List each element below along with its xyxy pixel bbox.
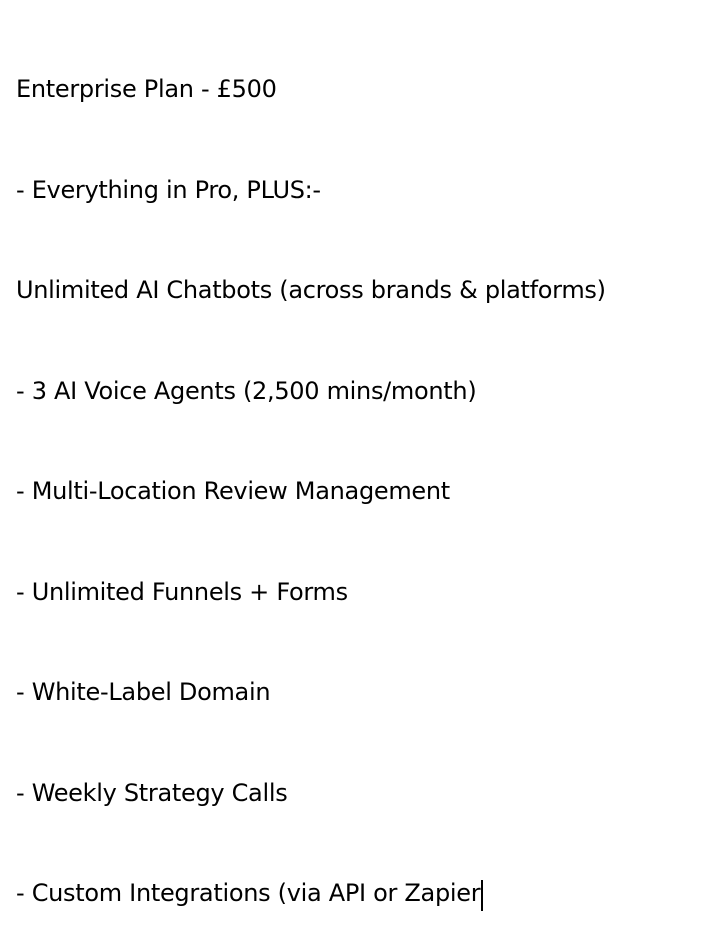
text-line[interactable]: - White-Label Domain	[16, 678, 271, 706]
text-line[interactable]: Enterprise Plan - £500	[16, 75, 277, 103]
text-line[interactable]: Unlimited AI Chatbots (across brands & platforms)	[16, 276, 606, 304]
text-line[interactable]: - Everything in Pro, PLUS:-	[16, 175, 321, 204]
text-line[interactable]: - 3 AI Voice Agents (2,500 mins/month)	[16, 376, 477, 405]
text-line[interactable]	[16, 877, 710, 911]
text-line-content: - Custom Integrations (via API or Zapier	[16, 879, 481, 907]
text-line[interactable]: - Multi-Location Review Management	[16, 477, 450, 505]
text-line[interactable]: - Weekly Strategy Calls	[16, 778, 288, 807]
text-line[interactable]: - Unlimited Funnels + Forms	[16, 577, 348, 606]
text-caret	[481, 880, 483, 911]
